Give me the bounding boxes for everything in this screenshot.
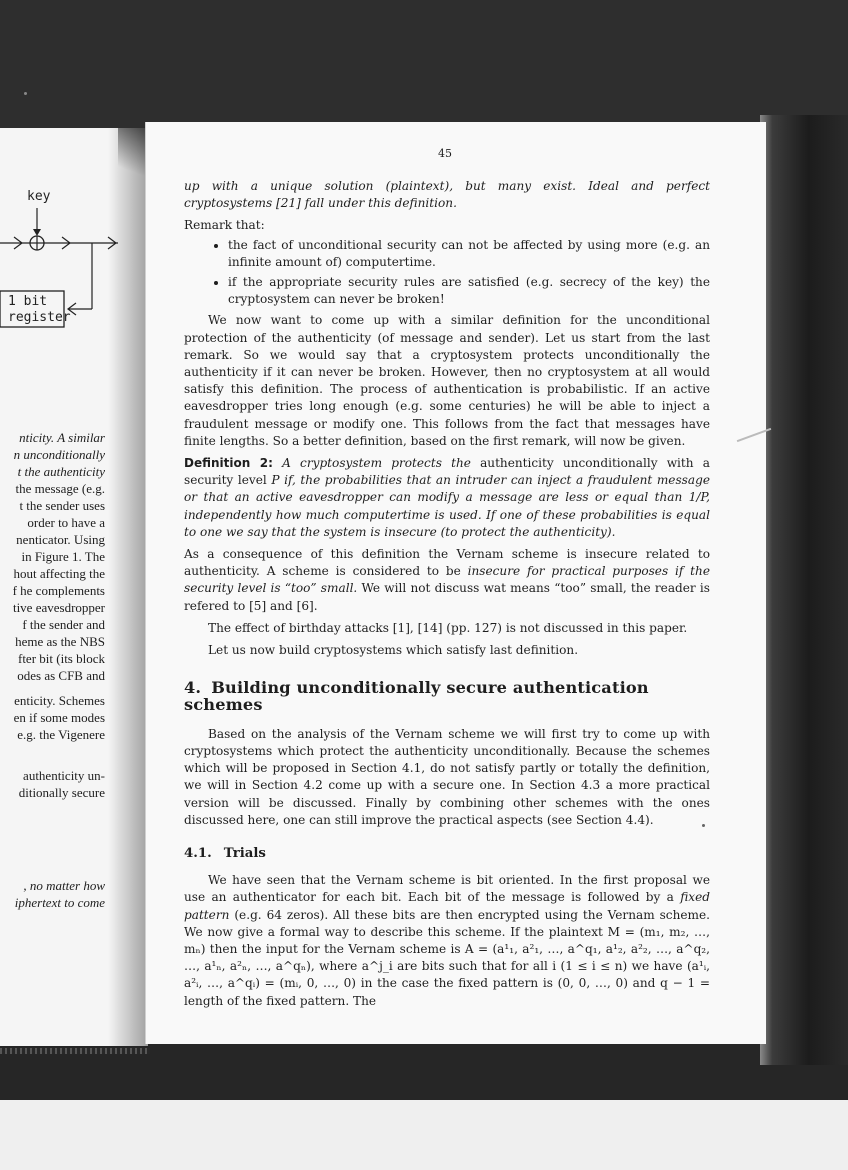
remark-item: • if the appropriate security rules are satisfied (e.g. secrecy of the key) the cryptosystem can never be broken! bbox=[228, 274, 710, 308]
remark-item: • the fact of unconditional security can not be affected by using more (e.g. an infinite amount of) computertime. bbox=[228, 237, 710, 271]
page-content bbox=[184, 178, 710, 1010]
authenticity-paragraph: We now want to come up with a similar definition for the unconditional protection of the authenticity (of message and sender). Let us start from the last remark. So we would say that a cryptosystem protects unconditionally the authenticity if it can never be broken. However, then no cryptosystem at all would satisfy this definition. The process of authentication is probabilistic. If an active eavesdropper tries long enough (e.g. some centuries) he will be able to inject a fraudulent message or modify one. This follows from the fact that messages have finite lengths. So a better definition, based on the first remark, will now be given. bbox=[184, 313, 710, 448]
consequence-text-1: As a consequence of this definition the Vernam scheme is insecure related to authenticity. A scheme is considered to be bbox=[184, 547, 710, 579]
remark-label: Remark that: bbox=[184, 218, 265, 233]
remark-list bbox=[184, 237, 710, 309]
consequence-text-2: insecure for practical purposes if the security level is “too” small. bbox=[184, 564, 710, 596]
definition-text-3: P if, the probabilities that an intruder can inject a fraudulent message or that an active eavesdropper can modify a message are less or equal than 1/P, independently how much computertime is used. If one of these probabilities is equal to one we say that the system is insecure (to protect the authenticity). bbox=[184, 473, 710, 539]
diagram-arrowhead bbox=[33, 229, 41, 236]
section-paragraph: Based on the analysis of the Vernam scheme we will first try to come up with cryptosystems which protect the authenticity unconditionally. Because the schemes which will be proposed in Section 4.1, do not satisfy partly or totally the definition, we will in Section 4.2 come up with a secure one. In Section 4.3 a more practical version will be discussed. Finally by combining other schemes with the ones discussed here, one can still improve the practical aspects (see Section 4.4). bbox=[184, 726, 710, 827]
left-page-line: fter bit (its block bbox=[17, 651, 105, 666]
definition-2 bbox=[184, 455, 710, 541]
left-page-line: ditionally secure bbox=[18, 785, 105, 800]
section-heading bbox=[184, 679, 710, 713]
trials-text-2: fixed pattern bbox=[184, 890, 710, 922]
left-page-line: f he complements bbox=[12, 583, 105, 598]
left-page-line: hout affecting the bbox=[13, 566, 105, 581]
left-page-line: nticity. A similar bbox=[19, 430, 105, 445]
left-page-line: the message (e.g. bbox=[15, 481, 105, 496]
left-page-line: in Figure 1. The bbox=[21, 549, 105, 564]
consequence-text-3: We will not discuss wat means “too” small, the reader is refered to [5] and [6]. bbox=[184, 581, 710, 613]
subsection-number: 4.1. bbox=[184, 845, 212, 861]
left-facing-page bbox=[0, 128, 148, 1046]
left-page-line: iphertext to come bbox=[14, 895, 105, 910]
definition-continuation: up with a unique solution (plaintext), but many exist. Ideal and perfect cryptosystems [21] fall under this definition. bbox=[184, 179, 710, 211]
scan-bottom-border bbox=[0, 1040, 848, 1100]
section-number: 4. bbox=[184, 678, 202, 698]
page-number: 45 bbox=[438, 147, 452, 160]
register-label-1: 1 bit bbox=[8, 294, 48, 309]
definition-text-2: authenticity unconditionally with a security level bbox=[184, 456, 710, 488]
scan-bottom-strip bbox=[0, 1100, 848, 1170]
left-page-line: order to have a bbox=[27, 515, 105, 530]
trials-paragraph bbox=[184, 872, 710, 1010]
birthday-paragraph: The effect of birthday attacks [1], [14] (pp. 127) is not discussed in this paper. bbox=[208, 620, 688, 635]
definition-text-1: A cryptosystem protects the bbox=[282, 456, 471, 471]
subsection-heading bbox=[184, 845, 710, 862]
left-page-line: f the sender and bbox=[22, 617, 105, 632]
left-page-line: en if some modes bbox=[13, 710, 105, 725]
left-page-line: , no matter how bbox=[23, 878, 105, 893]
left-page-line: e.g. the Vigenere bbox=[17, 727, 105, 742]
subsection-title: Trials bbox=[223, 845, 266, 861]
scan-speck bbox=[24, 92, 27, 95]
scan-top-border bbox=[0, 0, 848, 132]
left-page-line: enticity. Schemes bbox=[14, 693, 105, 708]
consequence-paragraph bbox=[184, 546, 710, 615]
scan-noise bbox=[0, 1048, 150, 1054]
register-label-2: register bbox=[8, 310, 71, 325]
trials-text-3: (e.g. 64 zeros). All these bits are then encrypted using the Vernam scheme. We now give a formal way to describe this scheme. If the plaintext M = (m₁, m₂, …, mₙ) then the input for the Vernam scheme is A = (a¹₁, a²₁, …, a^q₁, a¹₂, a²₂, …, a^q₂, …, a¹ₙ, a²ₙ, …, a^qₙ), where a^j_i are bits such that for all i (1 ≤ i ≤ n) we have (a¹ᵢ, a²ᵢ, …, a^qᵢ) = (mᵢ, 0, …, 0) in the case the fixed pattern is (0, 0, …, 0) and q − 1 = length of the fixed pattern. The bbox=[184, 907, 710, 1008]
main-page bbox=[146, 122, 766, 1044]
left-page-line: odes as CFB and bbox=[17, 668, 105, 683]
diagram-key-label: key bbox=[27, 189, 51, 204]
book-page-edges bbox=[760, 115, 848, 1065]
left-page-line: nenticator. Using bbox=[16, 532, 105, 547]
section-title: Building unconditionally secure authentication schemes bbox=[184, 678, 649, 715]
build-paragraph: Let us now build cryptosystems which satisfy last definition. bbox=[208, 643, 579, 658]
left-page-line: authenticity un- bbox=[23, 768, 105, 783]
gutter-shadow bbox=[108, 128, 148, 1046]
trials-text-1: We have seen that the Vernam scheme is bit oriented. In the first proposal we use an authenticator for each bit. Each bit of the message is followed by a bbox=[184, 873, 710, 905]
left-page-line: n unconditionally bbox=[13, 447, 105, 462]
page-corner-shadow bbox=[118, 128, 148, 188]
left-page-line: t the sender uses bbox=[19, 498, 105, 513]
definition-label: Definition 2: bbox=[184, 456, 273, 471]
left-page-line: tive eavesdropper bbox=[12, 600, 105, 615]
left-page-line: t the authenticity bbox=[17, 464, 105, 479]
left-page-line: heme as the NBS bbox=[15, 634, 105, 649]
